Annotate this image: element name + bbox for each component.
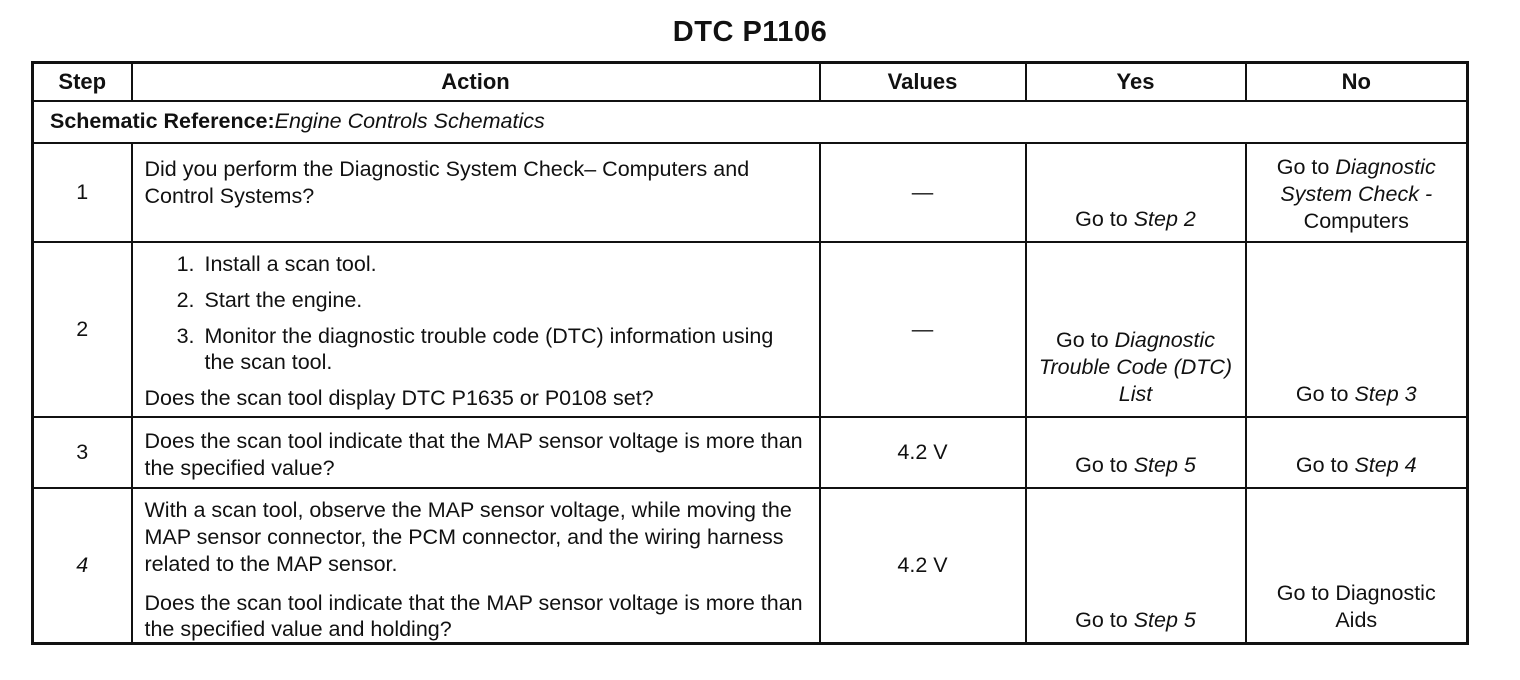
diagnostic-table (31, 61, 1469, 645)
yes-prefix: Go to (1075, 206, 1134, 231)
yes-link[interactable]: Step 2 (1133, 206, 1196, 231)
values-cell: 4.2 V (820, 417, 1026, 488)
no-cell (1246, 417, 1468, 488)
action-text: Did you perform the Diagnostic System Check– Computers and Control Systems? (132, 143, 820, 242)
yes-link[interactable]: Step 5 (1133, 452, 1196, 477)
action-cell (132, 242, 820, 417)
header-values: Values (820, 63, 1026, 101)
yes-cell (1026, 242, 1246, 417)
table-row (33, 143, 1468, 242)
no-link[interactable]: Step 4 (1354, 452, 1417, 477)
yes-link[interactable]: Diagnostic Trouble Code (DTC) List (1038, 327, 1233, 406)
no-link[interactable]: Diagnostic System Check - (1280, 154, 1436, 206)
header-action: Action (132, 63, 820, 101)
no-cell[interactable]: Go to Diagnostic Aids (1246, 488, 1468, 644)
schematic-reference-link[interactable]: Engine Controls Schematics (274, 109, 545, 133)
page-title: DTC P1106 (672, 16, 828, 48)
action-list-item: 2. Start the engine. (201, 287, 807, 313)
yes-prefix: Go to (1056, 327, 1115, 352)
step-number: 4 (33, 488, 132, 644)
action-list (145, 251, 807, 375)
schematic-reference (33, 101, 1468, 143)
no-cell (1246, 143, 1468, 242)
yes-prefix: Go to (1075, 607, 1134, 632)
header-yes: Yes (1026, 63, 1246, 101)
action-list-item: 1. Install a scan tool. (201, 251, 807, 277)
no-prefix: Go to (1276, 154, 1336, 179)
step-number: 1 (33, 143, 132, 242)
action-question: Does the scan tool display DTC P1635 or P0108 set? (144, 385, 654, 410)
table-row (33, 242, 1468, 417)
table-row (33, 417, 1468, 488)
values-cell: — (820, 143, 1026, 242)
values-cell: — (820, 242, 1026, 417)
action-text: With a scan tool, observe the MAP sensor voltage, while moving the MAP sensor connector, the PCM connector, and the wiring harness related to the MAP sensor. (144, 497, 792, 576)
no-prefix: Go to (1295, 381, 1355, 406)
header-row (33, 63, 1468, 101)
yes-cell (1026, 417, 1246, 488)
yes-cell (1026, 488, 1246, 644)
yes-cell (1026, 143, 1246, 242)
no-link[interactable]: Step 3 (1354, 381, 1417, 406)
step-number: 3 (33, 417, 132, 488)
no-suffix: Computers (1303, 208, 1409, 233)
schematic-reference-label: Schematic Reference: (50, 109, 275, 133)
schematic-reference-row (33, 101, 1468, 143)
header-no: No (1246, 63, 1468, 101)
action-question: Does the scan tool indicate that the MAP sensor voltage is more than the specified value and holding? (144, 590, 803, 641)
header-step: Step (33, 63, 132, 101)
no-cell (1246, 242, 1468, 417)
step-number: 2 (33, 242, 132, 417)
yes-prefix: Go to (1075, 452, 1134, 477)
action-cell (132, 488, 820, 644)
table-row (33, 488, 1468, 644)
action-text: Does the scan tool indicate that the MAP sensor voltage is more than the specified value? (132, 417, 820, 488)
values-cell: 4.2 V (820, 488, 1026, 644)
action-list-item: 3. Monitor the diagnostic trouble code (DTC) information using the scan tool. (201, 323, 807, 375)
no-prefix: Go to (1295, 452, 1355, 477)
yes-link[interactable]: Step 5 (1133, 607, 1196, 632)
